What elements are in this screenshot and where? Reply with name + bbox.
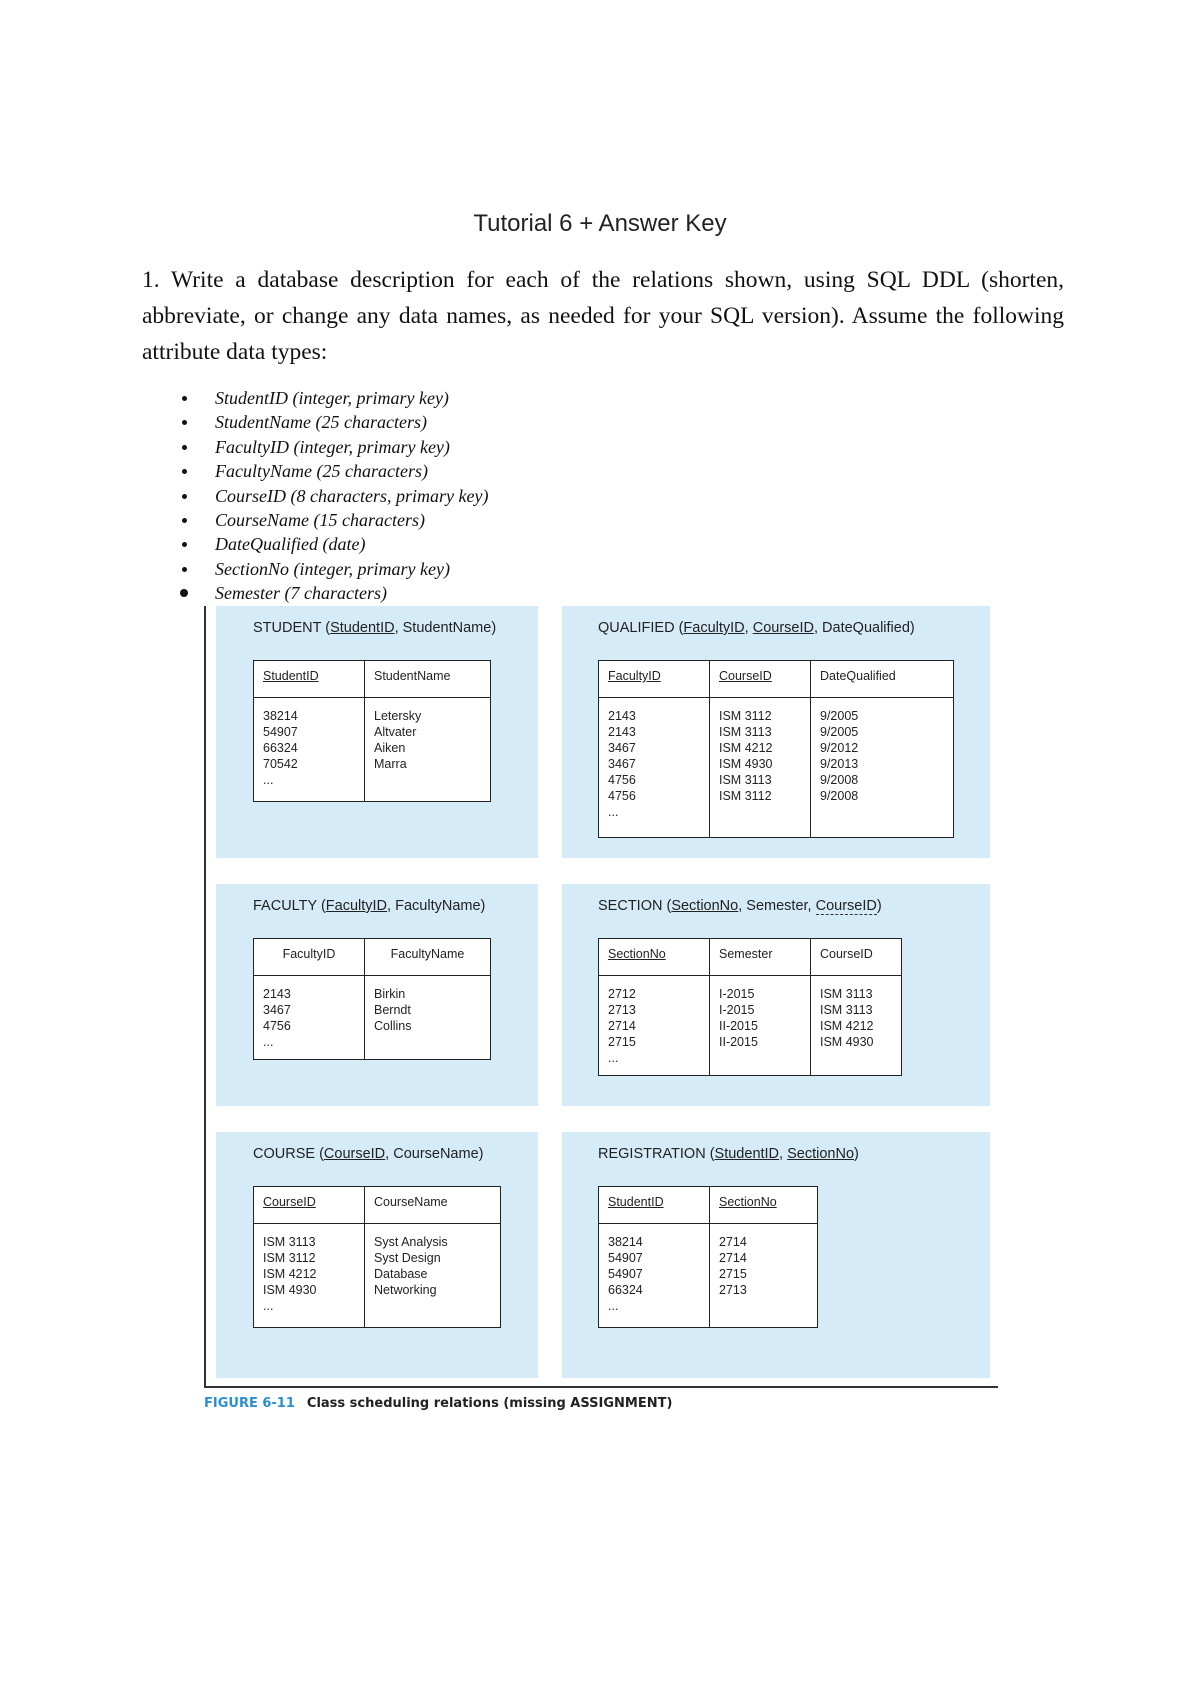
list-item: CourseID (8 characters, primary key) [170,484,488,508]
table-column-values: ISM 3113 ISM 3112 ISM 4212 ISM 4930 ... [254,1224,365,1328]
faculty-panel [216,884,538,1106]
bullet-icon [182,420,187,425]
column-header: CourseID [254,1187,365,1224]
bullet-icon [182,518,187,523]
table-column-values: ISM 3112 ISM 3113 ISM 4212 ISM 4930 ISM 3113 ISM 3112 [710,698,811,838]
course-panel [216,1132,538,1378]
question-text: 1. Write a database description for each of the relations shown, using SQL DDL (shorten, abbreviate, or change any data names, as needed for your SQL version). Assume the following attribute data types: [142,267,1064,365]
column-header: StudentName [365,661,491,698]
figure-bottom-border [204,1386,998,1388]
column-header: FacultyID [599,661,710,698]
student-table [253,660,491,802]
table-column-values: Syst Analysis Syst Design Database Networking [365,1224,501,1328]
table-column-values: Birkin Berndt Collins [365,976,491,1060]
section-relation-title: SECTION (SectionNo, Semester, CourseID) [598,898,882,914]
list-item: FacultyID (integer, primary key) [170,435,488,459]
qualified-panel [562,606,990,858]
table-column-values: 38214 54907 54907 66324 ... [599,1224,710,1328]
column-header: SectionNo [710,1187,818,1224]
column-header: Semester [710,939,811,976]
bullet-icon [182,445,187,450]
faculty-table [253,938,491,1060]
list-item: CourseName (15 characters) [170,508,488,532]
course-relation-title: COURSE (CourseID, CourseName) [253,1146,484,1162]
table-column-values: 38214 54907 66324 70542 ... [254,698,365,802]
section-table [598,938,902,1076]
list-item: SectionNo (integer, primary key) [170,557,488,581]
table-column-values: 2712 2713 2714 2715 ... [599,976,710,1076]
table-column-values: I-2015 I-2015 II-2015 II-2015 [710,976,811,1076]
column-header: CourseName [365,1187,501,1224]
section-panel [562,884,990,1106]
column-header: DateQualified [811,661,954,698]
column-header: StudentID [599,1187,710,1224]
bullet-icon [182,567,187,572]
student-panel [216,606,538,858]
page-title: Tutorial 6 + Answer Key [473,210,727,237]
registration-table [598,1186,818,1328]
column-header: FacultyName [365,939,491,976]
bullet-icon [182,469,187,474]
registration-panel [562,1132,990,1378]
registration-relation-title: REGISTRATION (StudentID, SectionNo) [598,1146,859,1162]
list-item: DateQualified (date) [170,532,488,556]
column-header: StudentID [254,661,365,698]
attribute-list [170,386,488,606]
figure-caption-text: Class scheduling relations (missing ASSIGNMENT) [306,1396,673,1411]
figure-left-border [204,606,206,1388]
list-item: StudentID (integer, primary key) [170,386,488,410]
student-relation-title: STUDENT (StudentID, StudentName) [253,620,497,636]
table-column-values: Letersky Altvater Aiken Marra [365,698,491,802]
list-item: FacultyName (25 characters) [170,459,488,483]
course-table [253,1186,501,1328]
list-item: StudentName (25 characters) [170,410,488,434]
table-column-values: 2143 2143 3467 3467 4756 4756 ... [599,698,710,838]
faculty-relation-title: FACULTY (FacultyID, FacultyName) [253,898,486,914]
figure-6-11 [204,606,998,1388]
figure-caption [204,1396,672,1411]
column-header: FacultyID [254,939,365,976]
column-header: CourseID [811,939,902,976]
list-item: Semester (7 characters) [170,581,488,605]
qualified-table [598,660,954,838]
figure-number: FIGURE 6-11 [204,1396,295,1411]
table-column-values: 2143 3467 4756 ... [254,976,365,1060]
qualified-relation-title: QUALIFIED (FacultyID, CourseID, DateQualified) [598,620,915,636]
bullet-icon [182,396,187,401]
bullet-icon [182,494,187,499]
bullet-icon [182,542,187,547]
bullet-icon [180,589,188,597]
table-column-values: ISM 3113 ISM 3113 ISM 4212 ISM 4930 [811,976,902,1076]
column-header: CourseID [710,661,811,698]
column-header: SectionNo [599,939,710,976]
table-column-values: 9/2005 9/2005 9/2012 9/2013 9/2008 9/2008 [811,698,954,838]
table-column-values: 2714 2714 2715 2713 [710,1224,818,1328]
